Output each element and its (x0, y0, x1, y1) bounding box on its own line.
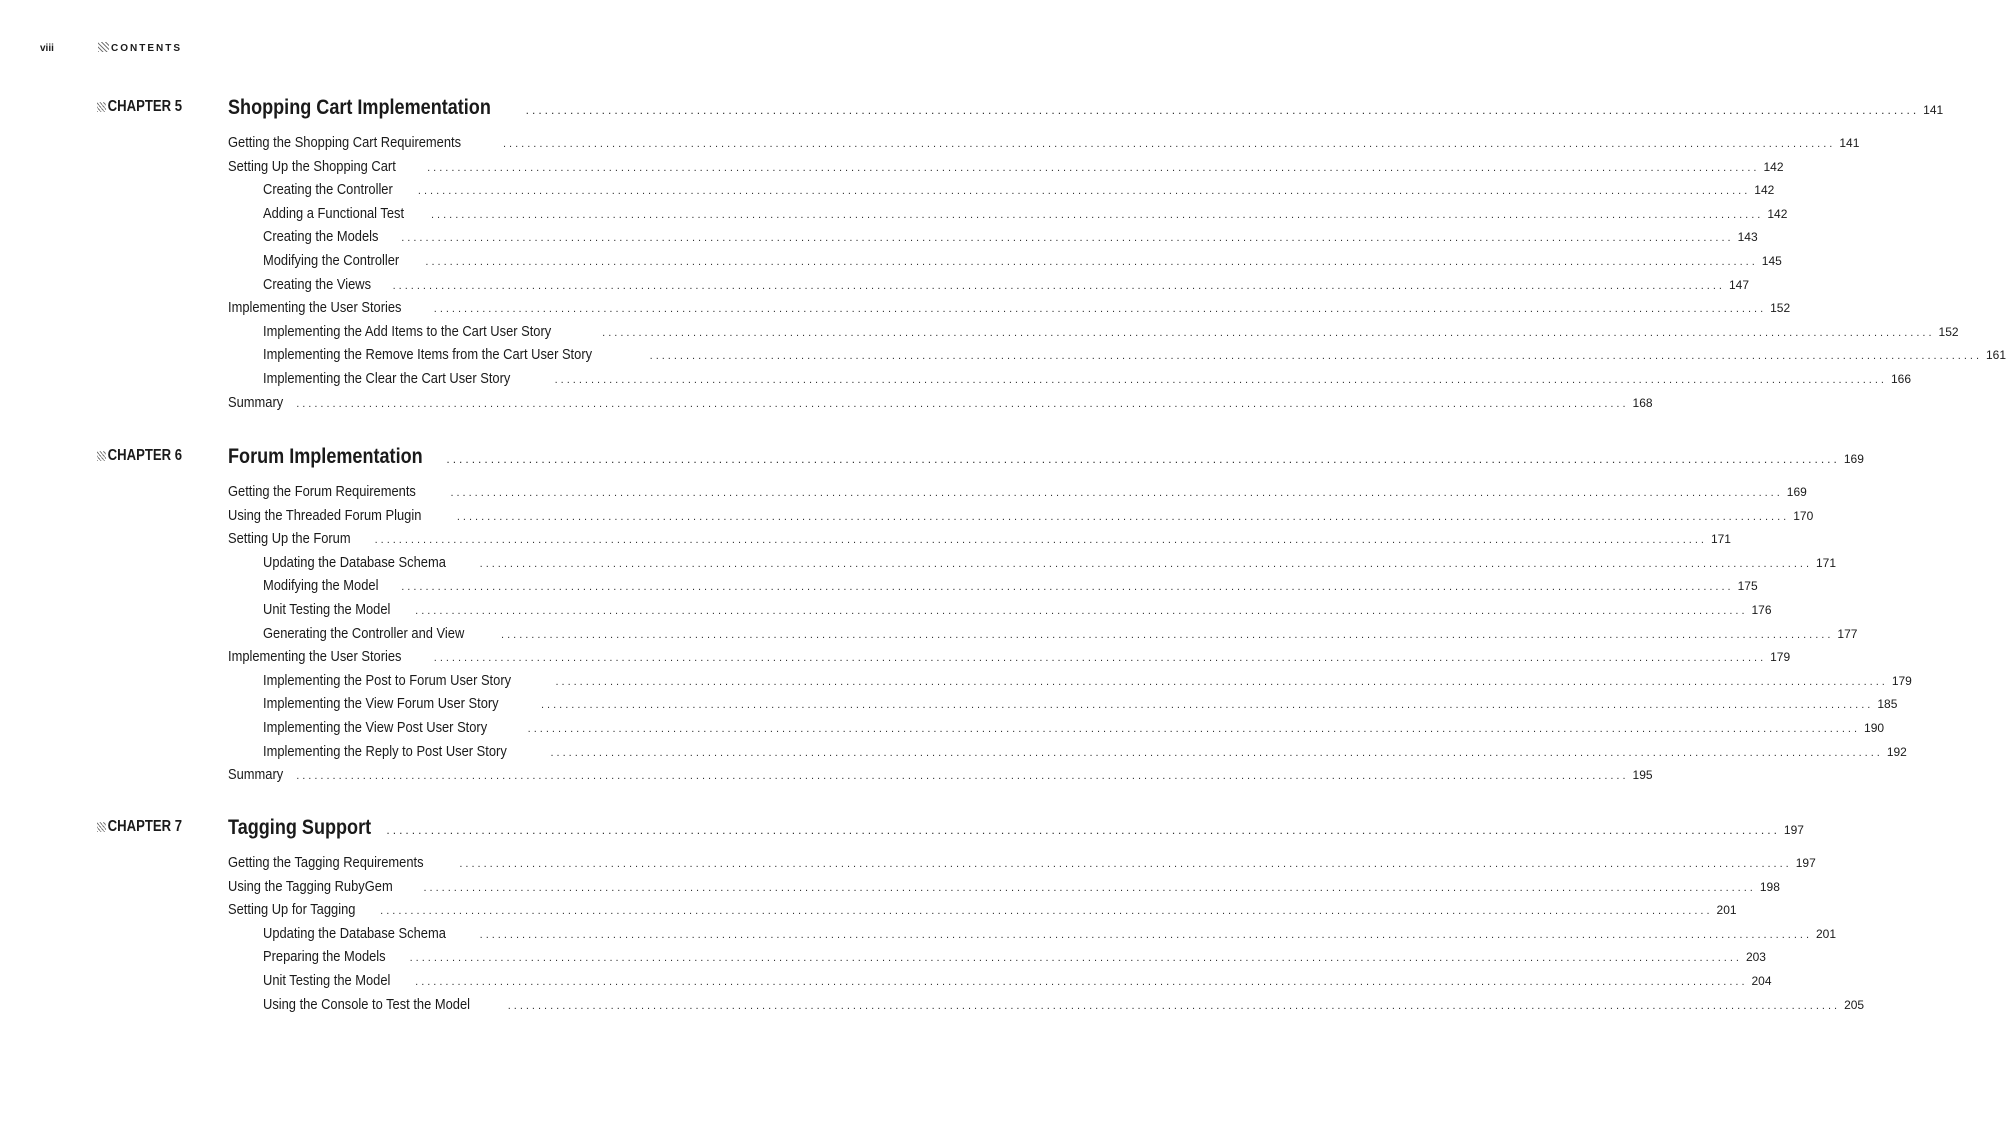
entry-page-number: 197 (1795, 856, 1816, 870)
dot-leader: ............................................................................................................................................................................................................................ (602, 326, 1935, 339)
running-head (40, 42, 182, 54)
dot-leader: ............................................................................................................................................................................................................................ (386, 823, 1780, 837)
toc-entry[interactable] (228, 948, 1766, 972)
entry-page-number: 142 (1754, 183, 1775, 198)
entry-page-number: 175 (1737, 579, 1758, 594)
toc-entry[interactable] (228, 854, 1816, 878)
section-title: CONTENTS (111, 43, 182, 54)
entry-page-number: 201 (1816, 926, 1837, 941)
toc-entry[interactable] (228, 346, 2006, 370)
dot-leader: ............................................................................................................................................................................................................................ (296, 770, 1629, 783)
hatch-ornament-icon (97, 102, 106, 112)
entry-title: Implementing the View Post User Story (263, 718, 488, 736)
dot-leader: ............................................................................................................................................................................................................................ (541, 699, 1874, 712)
entry-title: Implementing the Add Items to the Cart User Story (263, 322, 552, 340)
dot-leader: ............................................................................................................................................................................................................................ (380, 905, 1713, 918)
entry-page-number: 171 (1816, 555, 1837, 570)
entry-title: Implementing the Remove Items from the Cart User Story (263, 346, 593, 364)
dot-leader: ............................................................................................................................................................................................................................ (392, 279, 1725, 292)
entry-title: Implementing the User Stories (228, 299, 402, 317)
entry-page-number: 170 (1793, 508, 1814, 523)
toc-entry[interactable] (228, 671, 1912, 696)
entry-page-number: 169 (1786, 485, 1807, 499)
entry-page-number: 204 (1751, 973, 1772, 988)
toc-entry[interactable] (228, 322, 1959, 347)
entry-title: Implementing the View Forum User Story (263, 695, 499, 713)
entry-title: Adding a Functional Test (263, 204, 405, 222)
dot-leader: ............................................................................................................................................................................................................................ (450, 487, 1783, 499)
toc-entry[interactable] (228, 877, 1780, 902)
entry-title: Implementing the Post to Forum User Story (263, 671, 512, 689)
dot-leader: ............................................................................................................................................................................................................................ (503, 138, 1836, 150)
toc-entry[interactable] (228, 228, 1758, 252)
chapter-label-text: CHAPTER 7 (107, 818, 183, 835)
toc-entry[interactable] (228, 506, 1814, 531)
chapter-title: Forum Implementation (228, 445, 423, 468)
chapter-section (97, 816, 1865, 1019)
entry-page-number: 192 (1886, 744, 1907, 759)
dot-leader: ............................................................................................................................................................................................................................ (415, 975, 1748, 988)
chapter-page-number: 141 (1923, 103, 1944, 117)
toc-entry[interactable] (228, 766, 1653, 790)
entry-page-number: 141 (1839, 136, 1860, 150)
toc-entry[interactable] (228, 924, 1837, 949)
toc-entry[interactable] (228, 971, 1772, 996)
entry-page-number: 179 (1891, 673, 1912, 688)
page-number: viii (40, 43, 54, 54)
toc-entry[interactable] (228, 648, 1791, 672)
dot-leader: ............................................................................................................................................................................................................................ (479, 557, 1812, 570)
entry-page-number: 176 (1751, 602, 1772, 617)
entry-page-number: 152 (1770, 301, 1791, 316)
entry-title: Creating the Views (263, 275, 372, 293)
dot-leader: ............................................................................................................................................................................................................................ (374, 534, 1707, 547)
hatch-ornament-icon (98, 42, 109, 52)
toc-entry[interactable] (228, 251, 1782, 276)
toc-entry[interactable] (228, 393, 1653, 418)
entry-title: Modifying the Model (263, 577, 379, 595)
chapter-title-row[interactable] (228, 96, 1944, 120)
toc-entry[interactable] (228, 483, 1807, 507)
toc-entry[interactable] (228, 742, 1907, 767)
dot-leader: ............................................................................................................................................................................................................................ (296, 397, 1629, 410)
entry-title: Summary (228, 766, 284, 784)
entry-title: Generating the Controller and View (263, 624, 465, 642)
chapter-label (97, 98, 182, 116)
entry-page-number: 142 (1767, 206, 1788, 221)
dot-leader: ............................................................................................................................................................................................................................ (649, 350, 1982, 363)
entry-page-number: 166 (1890, 371, 1912, 386)
entry-page-number: 145 (1761, 253, 1782, 268)
entry-page-number: 203 (1745, 950, 1766, 965)
dot-leader: ............................................................................................................................................................................................................................ (459, 858, 1792, 870)
chapter-label (97, 818, 182, 836)
chapter-section (97, 96, 2006, 417)
entry-page-number: 147 (1728, 277, 1750, 292)
entry-title: Creating the Controller (263, 181, 393, 199)
toc-entry[interactable] (228, 181, 1775, 205)
dot-leader: ............................................................................................................................................................................................................................ (427, 161, 1760, 174)
entry-title: Using the Console to Test the Model (263, 995, 471, 1013)
entry-page-number: 177 (1837, 626, 1858, 641)
toc-entry[interactable] (228, 718, 1885, 743)
toc-entry[interactable] (228, 530, 1731, 554)
dot-leader: ............................................................................................................................................................................................................................ (446, 452, 1840, 466)
entry-page-number: 201 (1716, 903, 1737, 918)
entry-list (228, 854, 1865, 1019)
entry-title: Implementing the Reply to Post User Story (263, 742, 507, 760)
dot-leader: ............................................................................................................................................................................................................................ (425, 255, 1758, 268)
dot-leader: ............................................................................................................................................................................................................................ (433, 303, 1767, 316)
entry-title: Modifying the Controller (263, 251, 400, 269)
entry-page-number: 205 (1844, 997, 1865, 1012)
dot-leader: ............................................................................................................................................................................................................................ (415, 604, 1748, 617)
entry-title: Updating the Database Schema (263, 553, 446, 571)
entry-title: Using the Tagging RubyGem (228, 877, 393, 895)
hatch-ornament-icon (97, 451, 106, 461)
toc-entry[interactable] (228, 624, 1858, 649)
chapter-title: Shopping Cart Implementation (228, 96, 491, 119)
entry-title: Unit Testing the Model (263, 600, 391, 618)
dot-leader: ............................................................................................................................................................................................................................ (555, 675, 1888, 688)
dot-leader: ............................................................................................................................................................................................................................ (456, 510, 1790, 523)
dot-leader: ............................................................................................................................................................................................................................ (527, 722, 1861, 735)
toc-entry[interactable] (228, 695, 1898, 719)
entry-page-number: 195 (1632, 768, 1653, 783)
chapter-label-text: CHAPTER 6 (107, 447, 183, 464)
toc-entry[interactable] (228, 369, 1912, 394)
entry-title: Using the Threaded Forum Plugin (228, 506, 422, 524)
chapter-section (97, 445, 1912, 790)
entry-title: Implementing the User Stories (228, 648, 402, 666)
entry-list (228, 134, 2006, 417)
toc-entry[interactable] (228, 901, 1737, 925)
entry-title: Summary (228, 393, 284, 411)
entry-title: Updating the Database Schema (263, 924, 446, 942)
entry-title: Implementing the Clear the Cart User Story (263, 369, 511, 387)
entry-page-number: 198 (1759, 879, 1780, 894)
toc-entry[interactable] (228, 204, 1788, 229)
entry-title: Getting the Tagging Requirements (228, 854, 424, 871)
chapter-page-number: 169 (1843, 452, 1864, 466)
dot-leader: ............................................................................................................................................................................................................................ (401, 581, 1734, 594)
toc-entry[interactable] (228, 577, 1758, 601)
toc-entry[interactable] (228, 553, 1837, 578)
dot-leader: ............................................................................................................................................................................................................................ (525, 103, 1920, 117)
chapter-label (97, 447, 182, 465)
entry-title: Getting the Forum Requirements (228, 483, 416, 500)
entry-title: Getting the Shopping Cart Requirements (228, 134, 462, 151)
entry-page-number: 171 (1710, 532, 1731, 547)
toc-entry[interactable] (228, 299, 1791, 323)
dot-leader: ............................................................................................................................................................................................................................ (417, 185, 1751, 198)
chapter-label-text: CHAPTER 5 (107, 98, 183, 115)
dot-leader: ............................................................................................................................................................................................................................ (550, 746, 1883, 759)
entry-title: Setting Up the Shopping Cart (228, 157, 396, 175)
dot-leader: ............................................................................................................................................................................................................................ (554, 373, 1887, 386)
dot-leader: ............................................................................................................................................................................................................................ (501, 628, 1834, 641)
toc-entry[interactable] (228, 995, 1865, 1020)
entry-page-number: 143 (1737, 230, 1758, 245)
toc-entry[interactable] (228, 134, 1860, 158)
toc-entry[interactable] (228, 600, 1772, 625)
entry-page-number: 179 (1770, 650, 1791, 665)
entry-page-number: 190 (1864, 720, 1885, 735)
entry-page-number: 185 (1877, 697, 1898, 712)
entry-page-number: 161 (1986, 348, 2006, 363)
toc-entry[interactable] (228, 275, 1750, 300)
dot-leader: ............................................................................................................................................................................................................................ (409, 952, 1742, 965)
dot-leader: ............................................................................................................................................................................................................................ (423, 881, 1756, 894)
hatch-ornament-icon (97, 822, 106, 832)
entry-title: Setting Up for Tagging (228, 901, 356, 919)
chapter-page-number: 197 (1783, 823, 1804, 837)
entry-page-number: 152 (1938, 324, 1959, 339)
dot-leader: ............................................................................................................................................................................................................................ (401, 232, 1734, 245)
entry-title: Preparing the Models (263, 948, 386, 966)
dot-leader: ............................................................................................................................................................................................................................ (431, 208, 1764, 221)
chapter-title-row[interactable] (228, 816, 1804, 840)
entry-title: Unit Testing the Model (263, 971, 391, 989)
toc-entry[interactable] (228, 157, 1784, 182)
entry-page-number: 142 (1763, 159, 1784, 174)
chapter-title-row[interactable] (228, 445, 1864, 469)
dot-leader: ............................................................................................................................................................................................................................ (479, 928, 1812, 941)
dot-leader: ............................................................................................................................................................................................................................ (433, 652, 1767, 665)
entry-title: Creating the Models (263, 228, 379, 246)
entry-list (228, 483, 1912, 790)
dot-leader: ............................................................................................................................................................................................................................ (507, 999, 1841, 1012)
entry-title: Setting Up the Forum (228, 530, 351, 548)
entry-page-number: 168 (1632, 395, 1653, 410)
chapter-title: Tagging Support (228, 816, 372, 839)
